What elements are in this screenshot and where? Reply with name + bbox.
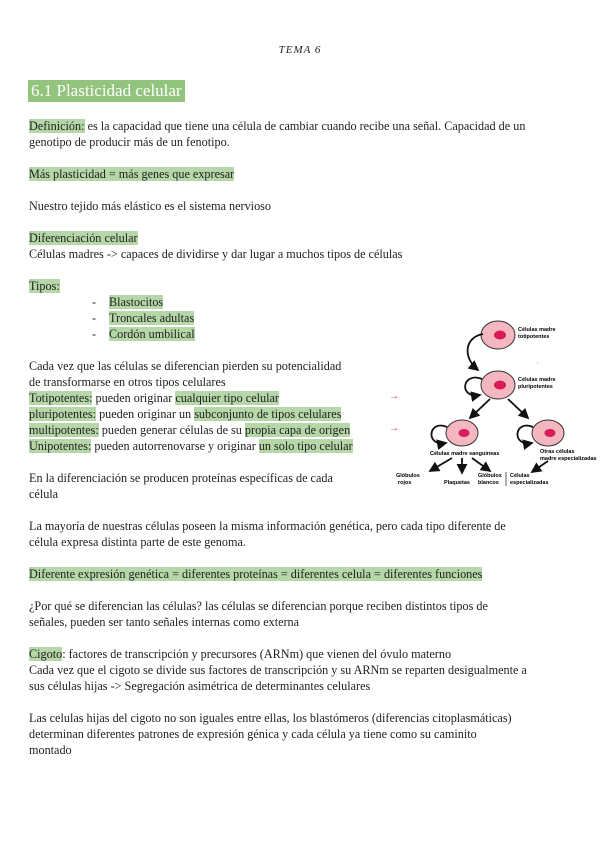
potential-line-1: Cada vez que las células se diferencian pierden su potencialidad: [29, 359, 342, 373]
daughters-line-1: Las celulas hijas del cigoto no son iguales entre ellas, los blastómeros (diferencias citoplasmáticas): [29, 711, 512, 725]
daughters-line-2: determinan diferentes patrones de expresión génica y cada célula ya tiene como su caminito: [29, 727, 477, 741]
arrow-icon: [532, 461, 548, 472]
definition-label: Definición:: [29, 119, 85, 133]
plasticity-line: Más plasticidad = más genes que expresar: [29, 167, 235, 181]
totipotent-cell-icon: [481, 321, 515, 349]
arrow-icon: [508, 399, 528, 418]
zygote-line-3: sus células hijas -> Segregación asimétrica de determinantes celulares: [29, 679, 371, 693]
self-renewal-arrow-icon: [517, 426, 533, 444]
totipotent-label-2: totipotentes: [518, 334, 550, 340]
genetic-info-line-1: La mayoría de nuestras células poseen la misma información genética, pero cada tipo diferente de: [29, 519, 506, 533]
pluripotentes-line: pluripotentes: pueden originar un subconjunto de tipos celulares: [29, 407, 342, 421]
pluripotent-label-2: pluripotentes: [518, 384, 553, 390]
expression-line: Diferente expresión genética = diferentes proteínas = diferentes celula = diferentes funciones: [29, 567, 483, 581]
zygote-line-2: Cada vez que el cigoto se divide sus factores de transcripción y su ARNm se reparten desigualmente a: [29, 663, 527, 677]
definition-line-2: genotipo de producir más de un fenotipo.: [29, 135, 230, 149]
self-renewal-arrow-icon: [465, 378, 482, 396]
why-line-1: ¿Por qué se diferencian las células? las células se diferencian porque reciben distintos tipos de: [29, 599, 488, 613]
unipotentes-line: Unipotentes: pueden autorrenovarse y originar un solo tipo celular: [29, 439, 353, 453]
white-cells-label-1: Glóbulos: [478, 473, 502, 479]
self-renewal-arrow-icon: [431, 426, 447, 444]
red-cells-label-2: rojos: [398, 480, 412, 486]
specialized-cells-label-1: Células: [510, 473, 530, 479]
red-arrow-icon: →: [389, 391, 399, 402]
stem-cell-diagram: [390, 315, 597, 495]
pluripotent-cell-icon: [481, 371, 515, 399]
page-header: TEMA 6: [278, 44, 322, 56]
list-item: - Cordón umbilical: [92, 327, 195, 341]
multipotentes-line: multipotentes: pueden generar células de su propia capa de origen: [29, 423, 351, 437]
list-item: - Blastocitos: [92, 295, 164, 309]
blood-stem-cell-icon: [446, 420, 478, 446]
proteins-line-2: célula: [29, 487, 59, 501]
potential-line-2: de transformarse en otros tipos celulares: [29, 375, 226, 389]
definition-line-1: Definición: es la capacidad que tiene una célula de cambiar cuando recibe una señal. Capacidad de un: [29, 119, 526, 133]
pluripotent-label-1: Células madre: [518, 377, 556, 383]
why-line-2: señales, pueden ser tanto señales internas como externa: [29, 615, 300, 629]
differentiation-line: Células madres -> capaces de dividirse y dar lugar a muchos tipos de células: [29, 247, 403, 261]
other-stem-label-2: madre especializadas: [540, 456, 597, 462]
specialized-stem-cell-icon: [532, 420, 564, 446]
arrow-icon: [472, 458, 490, 471]
arrow-icon: [430, 458, 452, 471]
daughters-line-3: montado: [29, 743, 72, 757]
platelets-label: Plaquetas: [444, 480, 470, 486]
nervous-system-line: Nuestro tejido más elástico es el sistema nervioso: [29, 199, 272, 213]
curved-arrow-icon: [468, 334, 483, 370]
blood-stem-label: Células madre sanguíneas: [430, 451, 500, 457]
list-item: - Troncales adultas: [92, 311, 195, 325]
types-heading: Tipos:: [29, 279, 60, 293]
zygote-line-1: Cigoto: factores de transcripción y precursores (ARNm) que vienen del óvulo materno: [29, 647, 452, 661]
genetic-info-line-2: célula expresa distinta parte de este genoma.: [29, 535, 246, 549]
specialized-cells-label-2: especializadas: [510, 480, 549, 486]
totipotent-label-1: Células madre: [518, 327, 556, 333]
proteins-line-1: En la diferenciación se producen proteínas específicas de cada: [29, 471, 333, 485]
other-stem-label-1: Otras células: [540, 449, 575, 455]
section-title: 6.1 Plasticidad celular: [28, 80, 185, 102]
red-tick-icon: ': [537, 362, 539, 368]
differentiation-heading: Diferenciación celular: [29, 231, 138, 245]
red-arrow-icon: →: [389, 423, 399, 434]
white-cells-label-2: blancos: [478, 480, 499, 486]
arrow-icon: [470, 399, 490, 418]
red-cells-label-1: Glóbulos: [396, 473, 420, 479]
totipotentes-line: Totipotentes: pueden originar cualquier tipo celular: [29, 391, 279, 405]
